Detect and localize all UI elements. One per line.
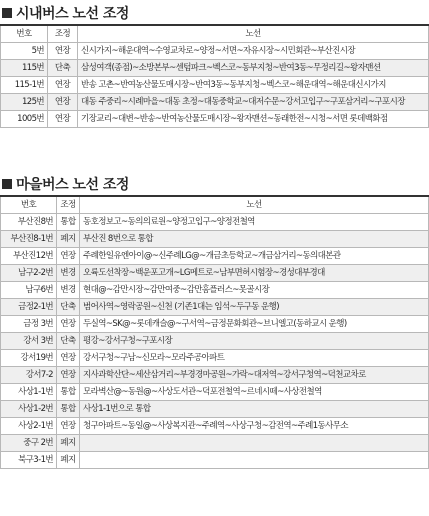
- adjustment-cell: 연장: [48, 111, 78, 128]
- route-number-cell: 사상2-1번: [1, 418, 57, 435]
- route-cell: 기장교리~대변~반송~반여농산물도매시장~왕자맨션~동래한전~시청~서면 롯데백화점: [78, 111, 429, 128]
- adjustment-cell: 폐지: [57, 231, 80, 248]
- section-title-city-bus: [2, 3, 129, 23]
- route-number-cell: 강서 3번: [1, 333, 57, 350]
- adjustment-cell: 단축: [57, 333, 80, 350]
- route-number-cell: 부산진8번: [1, 214, 57, 231]
- adjustment-cell: 변경: [57, 265, 80, 282]
- table-row: [1, 282, 429, 299]
- table-row: [1, 401, 429, 418]
- table-row: [1, 265, 429, 282]
- table-row: [1, 248, 429, 265]
- adjustment-cell: 연장: [48, 77, 78, 94]
- route-number-cell: 남구2-2번: [1, 265, 57, 282]
- route-number-cell: 금정2-1번: [1, 299, 57, 316]
- route-cell: 지사과학산단~세산삼거리~부경경마공원~가락~대저역~강서구청역~덕천교차로: [80, 367, 429, 384]
- route-number-cell: 강서7-2: [1, 367, 57, 384]
- header-route: 노선: [80, 196, 429, 214]
- table-header-row: [1, 196, 429, 214]
- route-cell: 모라벽산@~동원@~사상도서관~덕포전철역~르네시떼~사상전철역: [80, 384, 429, 401]
- adjustment-cell: 연장: [48, 94, 78, 111]
- adjustment-cell: 연장: [57, 418, 80, 435]
- route-cell: 현대@~감만시장~감만여중~감만홈플러스~못골시장: [80, 282, 429, 299]
- route-cell: 청구아파트~동일@~사상복지관~주례역~사상구청~감전역~주례1동사무소: [80, 418, 429, 435]
- table-row: [1, 214, 429, 231]
- route-cell: 사상1-1번으로 통합: [80, 401, 429, 418]
- route-cell: 삼성여객(종점)~소방본부~센텀파크~벡스코~동부지청~반여3동~무정리길~왕자맨션: [78, 60, 429, 77]
- route-number-cell: 금정 3번: [1, 316, 57, 333]
- table-row: [1, 350, 429, 367]
- route-cell: 두실역~SK@~롯데캐슬@~구서역~금정문화회관~브니엘고(동하교시 운행): [80, 316, 429, 333]
- route-cell: [80, 452, 429, 469]
- adjustment-cell: 연장: [57, 248, 80, 265]
- table-row: [1, 94, 429, 111]
- route-cell: 신시가지~해운대역~수영교차로~양정~서면~자유시장~시민회관~부산진시장: [78, 43, 429, 60]
- route-cell: 부산진 8번으로 통합: [80, 231, 429, 248]
- section-title-village-bus: [2, 174, 129, 194]
- route-number-cell: 강서19번: [1, 350, 57, 367]
- table-row: [1, 316, 429, 333]
- table-row: [1, 111, 429, 128]
- adjustment-cell: 통합: [57, 214, 80, 231]
- route-number-cell: 115번: [1, 60, 48, 77]
- table-row: [1, 299, 429, 316]
- route-cell: 강서구청~구남~신모라~모라주공아파트: [80, 350, 429, 367]
- bullet-square-icon: [2, 8, 12, 18]
- adjustment-cell: 폐지: [57, 435, 80, 452]
- route-cell: 대동 주중리~시례마을~대동 초정~대동중학교~대저수문~강서고입구~구포삼거리~구포시장: [78, 94, 429, 111]
- route-number-cell: 125번: [1, 94, 48, 111]
- route-number-cell: 5번: [1, 43, 48, 60]
- city-bus-route-table: [0, 24, 429, 128]
- route-number-cell: 1005번: [1, 111, 48, 128]
- route-cell: 평강~강서구청~구포시장: [80, 333, 429, 350]
- table-row: [1, 333, 429, 350]
- route-number-cell: 중구 2번: [1, 435, 57, 452]
- route-cell: 주례한일유엔아이@~신주례LG@~개금초등학교~개금삼거리~동의대본관: [80, 248, 429, 265]
- section-title-text: 마을버스 노선 조정: [16, 177, 129, 193]
- table-row: [1, 231, 429, 248]
- adjustment-cell: 폐지: [57, 452, 80, 469]
- route-cell: [80, 435, 429, 452]
- adjustment-cell: 연장: [57, 316, 80, 333]
- route-cell: 반송 고촌~반여농산물도매시장~반여3동~동부지청~벡스코~해운대역~해운대신시가지: [78, 77, 429, 94]
- header-route: 노선: [78, 25, 429, 43]
- table-row: [1, 60, 429, 77]
- header-number: 번호: [1, 196, 57, 214]
- village-bus-route-table: [0, 195, 429, 469]
- adjustment-cell: 단축: [57, 299, 80, 316]
- table-row: [1, 77, 429, 94]
- table-row: [1, 367, 429, 384]
- adjustment-cell: 연장: [57, 367, 80, 384]
- route-cell: 오륙도선착장~백운포고개~LG메트로~남부면허시험장~경성대부경대: [80, 265, 429, 282]
- adjustment-cell: 변경: [57, 282, 80, 299]
- adjustment-cell: 단축: [48, 60, 78, 77]
- route-cell: 동호정보고~동의의료원~양정고입구~양정전철역: [80, 214, 429, 231]
- section-title-text: 시내버스 노선 조정: [16, 6, 129, 22]
- adjustment-cell: 연장: [48, 43, 78, 60]
- route-cell: 범어사역~영락공원~신천 (기존1대는 임석~두구동 운행): [80, 299, 429, 316]
- route-number-cell: 북구3-1번: [1, 452, 57, 469]
- table-header-row: [1, 25, 429, 43]
- adjustment-cell: 통합: [57, 384, 80, 401]
- table-row: [1, 435, 429, 452]
- route-number-cell: 사상1-1번: [1, 384, 57, 401]
- header-number: 번호: [1, 25, 48, 43]
- table-row: [1, 384, 429, 401]
- header-adjustment: 조정: [57, 196, 80, 214]
- route-number-cell: 남구6번: [1, 282, 57, 299]
- table-row: [1, 452, 429, 469]
- bullet-square-icon: [2, 179, 12, 189]
- table-row: [1, 418, 429, 435]
- adjustment-cell: 연장: [57, 350, 80, 367]
- header-adjustment: 조정: [48, 25, 78, 43]
- adjustment-cell: 통합: [57, 401, 80, 418]
- table-row: [1, 43, 429, 60]
- route-number-cell: 사상1-2번: [1, 401, 57, 418]
- route-number-cell: 부산진8-1번: [1, 231, 57, 248]
- route-number-cell: 부산진12번: [1, 248, 57, 265]
- route-number-cell: 115-1번: [1, 77, 48, 94]
